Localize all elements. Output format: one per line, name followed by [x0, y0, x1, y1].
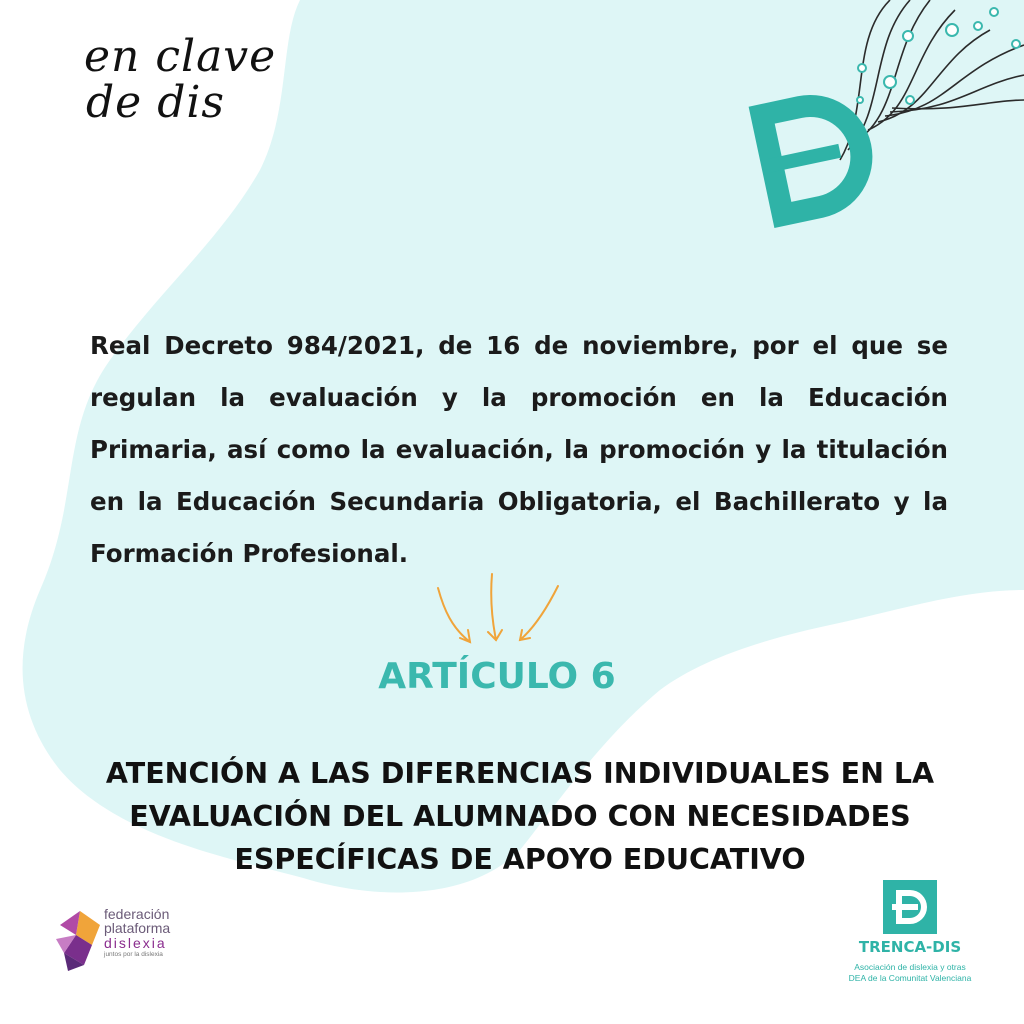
trenca-logo [840, 880, 1000, 990]
brand-handwritten [84, 31, 277, 128]
heading-line2: EVALUACIÓN DEL ALUMNADO CON NECESIDADES [129, 800, 911, 833]
heading-line3: ESPECÍFICAS DE APOYO EDUCATIVO [234, 843, 806, 876]
federation-kite-logo-icon [56, 905, 106, 975]
trenca-name: TRENCA-DIS [858, 938, 962, 956]
article-heading [100, 752, 940, 881]
trenca-subtitle [840, 962, 980, 984]
trenca-sub1: Asociación de dislexia y otras [854, 962, 966, 972]
decree-text: Real Decreto 984/2021, de 16 de noviembre, por el que se regulan la evaluación y la promoción en la Educación Primaria, así como la evaluación, la promoción y la titulación en la Educación Secundaria Obligatoria, el Bachillerato y la Formación Profesional. [90, 331, 948, 568]
heading-line1: ATENCIÓN A LAS DIFERENCIAS INDIVIDUALES EN LA [105, 757, 935, 790]
federation-line1: federación [104, 906, 170, 922]
handwritten-line2: de dis [86, 77, 226, 128]
down-arrows-icon [430, 570, 570, 650]
federation-line3: dislexia [104, 935, 167, 951]
federation-logo [56, 905, 256, 975]
federation-tagline: juntos por la dislexia [104, 951, 163, 958]
handwritten-line1: en clave [84, 31, 277, 82]
trenca-d-badge-icon [840, 880, 980, 936]
trenca-sub2: DEA de la Comunitat Valenciana [848, 973, 972, 983]
federation-line2: plataforma [104, 920, 171, 936]
article-label: ARTÍCULO 6 [378, 656, 616, 697]
corner-d-logo-art [740, 0, 1024, 240]
trenca-d-logo-icon [749, 83, 884, 228]
